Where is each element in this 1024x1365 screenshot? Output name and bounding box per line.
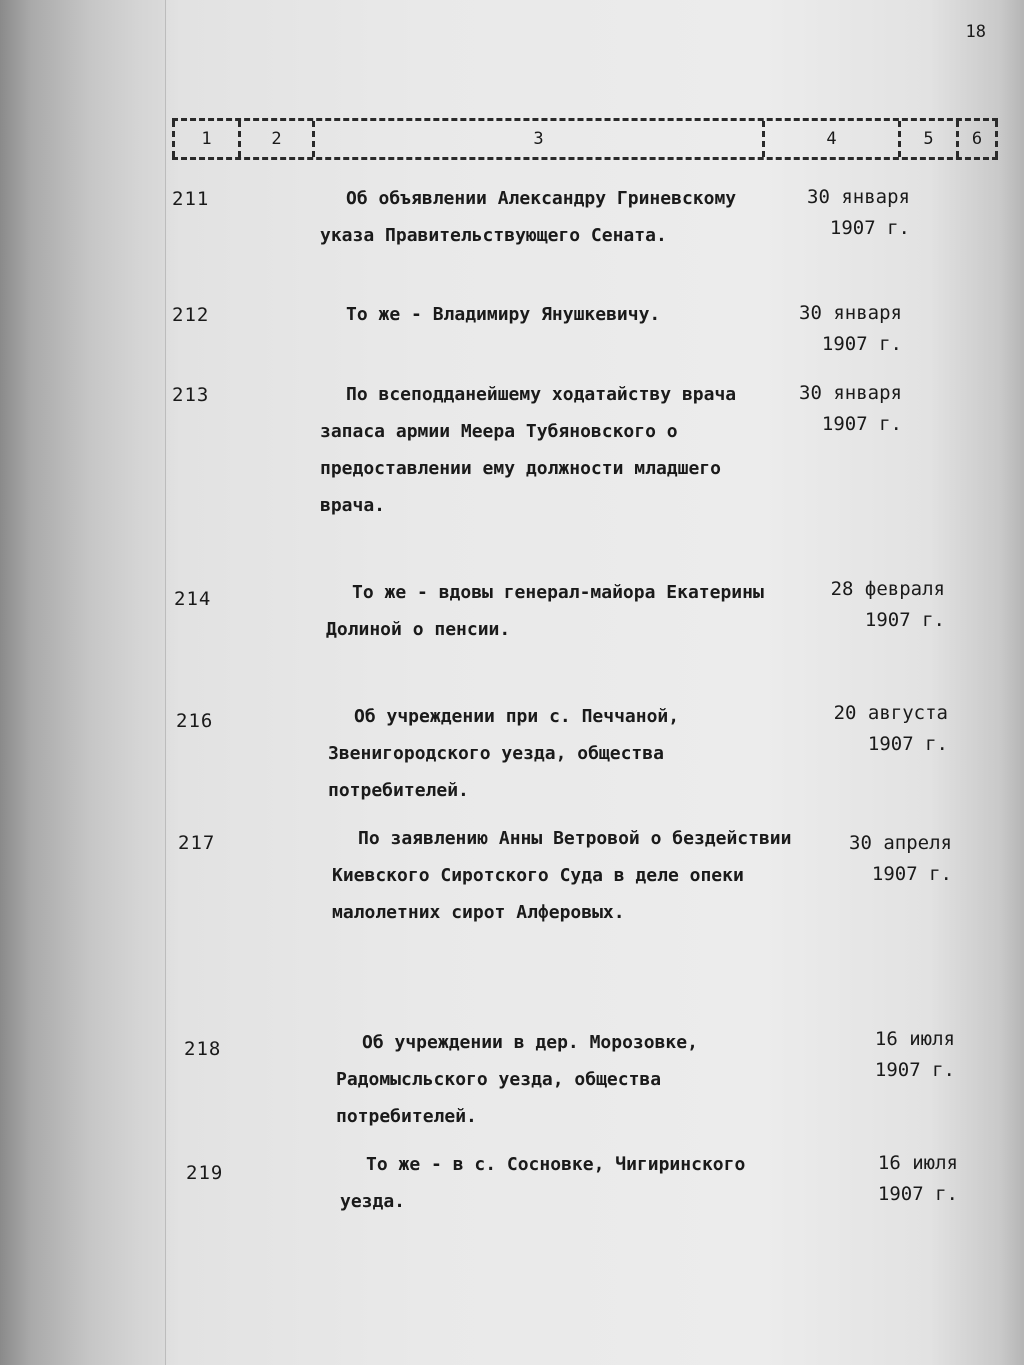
- entry-description: Об учреждении в дер. Морозовке, Радомысльского уезда, общества потребителей.: [336, 1032, 698, 1127]
- entry-date: [770, 182, 910, 244]
- entry-date-year: 1907 г.: [874, 1059, 955, 1081]
- entry-number: 216: [176, 710, 214, 732]
- entry-date: [762, 378, 902, 440]
- entry-date-year: 1907 г.: [877, 1183, 958, 1205]
- table-header: [172, 118, 998, 160]
- entry-description: По заявлению Анны Ветровой о бездействии Киевского Сиротского Суда в деле опеки малолетних сирот Алферовых.: [332, 828, 792, 923]
- entry-date-day: 28 февраля: [830, 578, 945, 600]
- entry-date-year: 1907 г.: [864, 609, 945, 631]
- entry-number: 213: [172, 384, 210, 406]
- entry-date: [812, 828, 952, 890]
- entry-date-day: 30 апреля: [849, 832, 952, 854]
- entry-date-day: 16 июля: [877, 1152, 958, 1174]
- entry-date-day: 30 января: [799, 382, 902, 404]
- entry-date-year: 1907 г.: [871, 863, 952, 885]
- column-header-3: 3: [312, 121, 762, 157]
- entry-date-day: 16 июля: [874, 1028, 955, 1050]
- column-header-5: 5: [898, 121, 956, 157]
- column-header-2: 2: [238, 121, 312, 157]
- entry-date-year: 1907 г.: [821, 413, 902, 435]
- entry-date: [815, 1024, 955, 1086]
- entry-date-year: 1907 г.: [821, 333, 902, 355]
- column-header-6: 6: [956, 121, 998, 157]
- entry-description: То же - Владимиру Янушкевичу.: [346, 304, 661, 325]
- entry-number: 212: [172, 304, 210, 326]
- entry-number: 218: [184, 1038, 222, 1060]
- entry-number: 219: [186, 1162, 224, 1184]
- entry-number: 214: [174, 588, 212, 610]
- entry-description: То же - в с. Сосновке, Чигиринского уезда.: [340, 1154, 746, 1212]
- entry-description: По всеподданейшему ходатайству врача запаса армии Меера Тубяновского о предоставлении ему должности младшего врача.: [320, 384, 737, 516]
- entry-date-day: 30 января: [799, 302, 902, 324]
- entry-date-year: 1907 г.: [829, 217, 910, 239]
- entry-description: Об учреждении при с. Печчаной, Звенигородского уезда, общества потребителей.: [328, 706, 680, 801]
- page-number: 18: [965, 22, 986, 42]
- page-binding-edge: [0, 0, 166, 1365]
- entry-date-day: 20 августа: [833, 702, 948, 724]
- entry-description: То же - вдовы генерал-майора Екатерины Долиной о пенсии.: [326, 582, 764, 640]
- entry-description: Об объявлении Александру Гриневскому указа Правительствующего Сената.: [320, 188, 737, 246]
- entry-date-day: 30 января: [807, 186, 910, 208]
- column-header-1: 1: [172, 121, 238, 157]
- column-header-4: 4: [762, 121, 898, 157]
- entry-date: [805, 574, 945, 636]
- entry-date-year: 1907 г.: [867, 733, 948, 755]
- entry-number: 217: [178, 832, 216, 854]
- entry-date: [808, 698, 948, 760]
- entry-date: [818, 1148, 958, 1210]
- entry-number: 211: [172, 188, 210, 210]
- entry-date: [762, 298, 902, 360]
